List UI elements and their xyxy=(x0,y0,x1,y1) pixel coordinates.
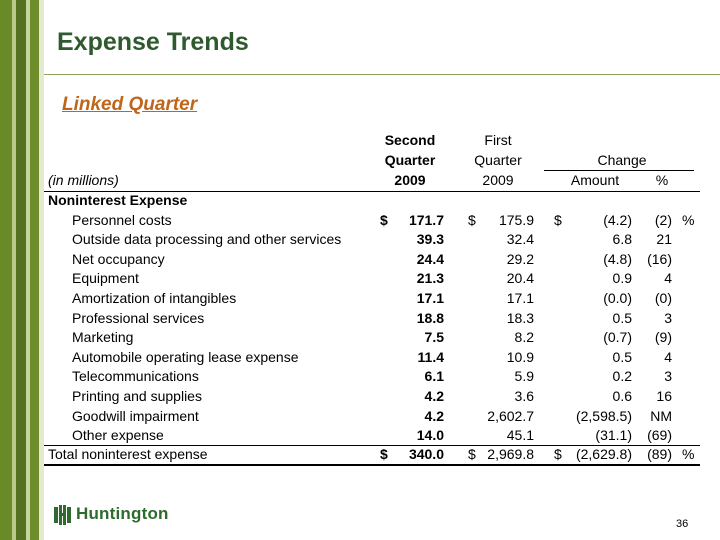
total-pct-sign: % xyxy=(682,446,695,462)
q1-value: 45.1 xyxy=(506,427,534,444)
table-row xyxy=(44,387,700,407)
header-col2-line3: 2009 xyxy=(482,172,514,188)
q2-sign: $ xyxy=(380,211,388,228)
amount-value: 0.2 xyxy=(612,368,632,385)
q2-value: 6.1 xyxy=(424,368,444,385)
q2-value: 4.2 xyxy=(424,407,444,424)
q2-value: 7.5 xyxy=(424,329,444,346)
table-row xyxy=(44,328,700,348)
q2-value: 21.3 xyxy=(416,270,444,287)
q1-value: 3.6 xyxy=(514,388,534,404)
table-row xyxy=(44,367,700,387)
table-row xyxy=(44,309,700,329)
logo-mark-icon xyxy=(54,505,72,525)
amount-value: 0.6 xyxy=(612,388,632,404)
q1-value: 17.1 xyxy=(506,290,534,306)
pct-value: (69) xyxy=(647,427,672,444)
table-row xyxy=(44,407,700,427)
q1-value: 18.3 xyxy=(506,309,534,326)
row-label: Printing and supplies xyxy=(72,388,202,404)
subtitle: Linked Quarter xyxy=(62,94,198,115)
total-q1-sign: $ xyxy=(468,446,476,462)
q2-value: 11.4 xyxy=(417,348,444,365)
pct-value: 16 xyxy=(656,388,672,404)
row-label: Automobile operating lease expense xyxy=(72,348,299,365)
total-amt-sign: $ xyxy=(554,446,562,462)
change-underline xyxy=(544,170,694,171)
header-col1-line1: Second xyxy=(384,132,436,148)
title-divider xyxy=(44,74,720,75)
decorative-stripes xyxy=(0,0,44,540)
q1-value: 8.2 xyxy=(514,329,534,346)
header-col1-line2: Quarter xyxy=(384,152,436,168)
row-label: Personnel costs xyxy=(72,211,172,228)
q1-value: 29.2 xyxy=(506,250,534,267)
total-label: Total noninterest expense xyxy=(48,446,208,462)
pct-value: NM xyxy=(650,407,672,424)
header-pct: % xyxy=(655,172,669,188)
total-amt-value: (2,629.8) xyxy=(575,446,632,462)
pct-value: 4 xyxy=(664,348,672,365)
row-label: Goodwill impairment xyxy=(72,407,199,424)
pct-value: (0) xyxy=(654,290,672,306)
q2-value: 17.1 xyxy=(416,290,444,306)
table-row xyxy=(44,250,700,270)
amount-value: 0.5 xyxy=(612,309,632,326)
pct-value: (9) xyxy=(654,329,672,346)
table-row xyxy=(44,289,700,309)
amount-value: 6.8 xyxy=(612,231,632,248)
header-col2-line1: First xyxy=(484,132,512,148)
row-label: Other expense xyxy=(72,427,164,444)
logo-text: Huntington xyxy=(76,504,169,523)
pct-value: 3 xyxy=(664,309,672,326)
q2-value: 171.7 xyxy=(408,211,444,228)
q1-value: 5.9 xyxy=(514,368,534,385)
header-col1-line3: 2009 xyxy=(394,172,426,188)
table-row xyxy=(44,230,700,250)
huntington-logo xyxy=(54,504,174,526)
amount-value: (4.8) xyxy=(603,250,632,267)
q2-value: 4.2 xyxy=(424,388,444,404)
q1-value: 10.9 xyxy=(506,348,534,365)
amount-value: (31.1) xyxy=(595,427,632,444)
row-label: Professional services xyxy=(72,309,205,326)
total-q2-sign: $ xyxy=(380,446,388,462)
pct-value: (16) xyxy=(647,250,672,267)
q2-value: 14.0 xyxy=(416,427,444,444)
q1-value: 2,602.7 xyxy=(487,407,534,424)
row-label: Marketing xyxy=(72,329,134,346)
table-row xyxy=(44,269,700,289)
q1-value: 20.4 xyxy=(506,270,534,287)
amount-value: (2,598.5) xyxy=(575,407,632,424)
pct-value: 3 xyxy=(664,368,672,385)
table-row xyxy=(44,348,700,368)
total-q2-value: 340.0 xyxy=(408,446,444,462)
page-number: 36 xyxy=(676,518,689,530)
page-title: Expense Trends xyxy=(57,28,249,56)
header-amount: Amount xyxy=(570,172,620,188)
total-pct-value: (89) xyxy=(647,446,672,462)
amount-value: (4.2) xyxy=(603,211,632,228)
amount-sign: $ xyxy=(554,211,562,228)
q1-sign: $ xyxy=(468,211,476,228)
q1-value: 175.9 xyxy=(498,211,534,228)
amount-value: 0.5 xyxy=(612,348,632,365)
amount-value: (0.0) xyxy=(603,290,632,306)
pct-sign: % xyxy=(682,211,695,228)
header-units: (in millions) xyxy=(48,172,119,188)
q2-value: 18.8 xyxy=(416,309,444,326)
total-q1-value: 2,969.8 xyxy=(487,446,534,462)
row-label: Telecommunications xyxy=(72,368,199,385)
total-row xyxy=(44,445,700,465)
total-bottom-rule xyxy=(44,464,700,466)
row-label: Amortization of intangibles xyxy=(72,290,237,306)
table-row xyxy=(44,211,700,231)
row-label: Equipment xyxy=(72,270,139,287)
pct-value: 4 xyxy=(664,270,672,287)
section-label: Noninterest Expense xyxy=(48,192,188,208)
amount-value: 0.9 xyxy=(612,270,632,287)
table-row xyxy=(44,426,700,446)
header-col2-line2: Quarter xyxy=(474,152,522,168)
pct-value: 21 xyxy=(656,231,672,248)
row-label: Net occupancy xyxy=(72,250,165,267)
header-change: Change xyxy=(597,152,647,168)
pct-value: (2) xyxy=(654,211,672,228)
q1-value: 32.4 xyxy=(506,231,534,248)
amount-value: (0.7) xyxy=(603,329,632,346)
section-row xyxy=(44,191,700,211)
q2-value: 24.4 xyxy=(416,250,444,267)
q2-value: 39.3 xyxy=(416,231,444,248)
row-label: Outside data processing and other services xyxy=(72,231,342,248)
